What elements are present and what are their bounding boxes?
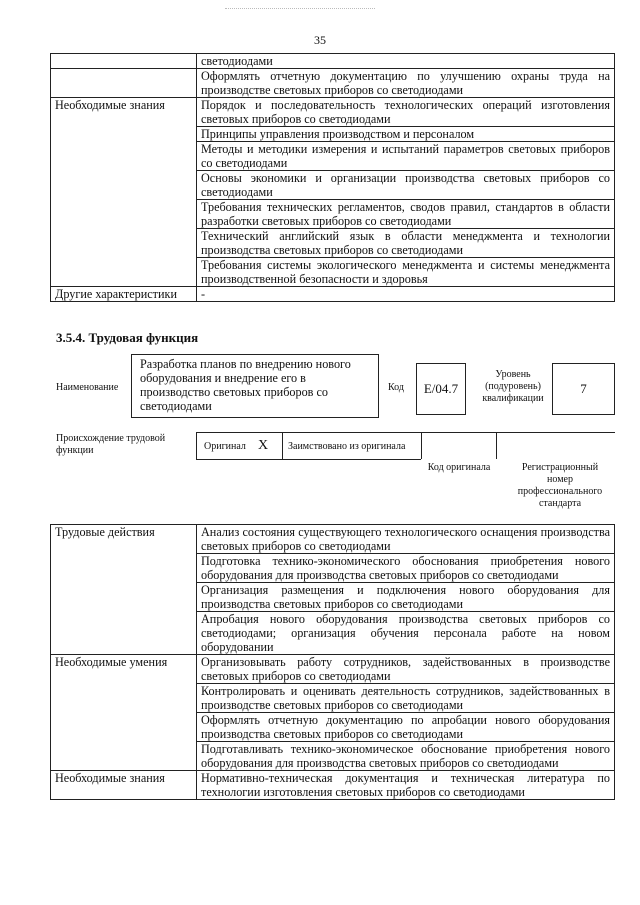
row-label: [51, 69, 197, 98]
original-mark: X: [258, 438, 269, 453]
origin-divider: [496, 432, 497, 459]
code-original-caption: Код оригинала: [427, 462, 491, 473]
level-label: Уровень (подуровень) квалификации: [482, 369, 544, 404]
row-item: Подготавливать технико-экономическое обоснование приобретения нового оборудования для производства световых приборов со светодиодами: [197, 742, 615, 771]
name-value: Разработка планов по внедрению нового оборудования и внедрение его в производство световых приборов со светодиодами: [131, 354, 379, 418]
registration-number-caption: Регистрационный номер профессионального стандарта: [517, 462, 603, 509]
row-item: Оформлять отчетную документацию по улучшению охраны труда на производстве световых приборов со светодиодами: [197, 69, 615, 98]
row-item: Апробация нового оборудования производства световых приборов со светодиодами; организация обучения персонала работе на новом оборудовании: [197, 612, 615, 655]
origin-divider: [282, 432, 283, 459]
row-item: Нормативно-техническая документация и техническая литература по технологии изготовления световых приборов со светодиодами: [197, 771, 615, 800]
scan-artifact-line: [225, 8, 375, 9]
row-item: Требования системы экологического менеджмента и системы менеджмента производственной безопасности и здоровья: [197, 258, 615, 287]
row-item: Анализ состояния существующего технологического оснащения производства световых приборов со светодиодами: [197, 525, 615, 554]
origin-left-border: [196, 432, 197, 459]
row-item: Организация размещения и подключения нового оборудования для производства световых приборов со светодиодами: [197, 583, 615, 612]
section-title: 3.5.4. Трудовая функция: [56, 330, 199, 345]
top-requirements-table: [50, 53, 615, 302]
row-label: Необходимые знания: [51, 98, 197, 287]
row-label: Необходимые знания: [51, 771, 197, 800]
origin-bottom-border: [196, 459, 421, 460]
row-item: -: [197, 287, 615, 302]
row-item: Подготовка технико-экономического обоснования приобретения нового оборудования для производства световых приборов со светодиодами: [197, 554, 615, 583]
row-item: светодиодами: [197, 54, 615, 69]
table-row: [51, 771, 615, 800]
row-item: Оформлять отчетную документацию по апробации нового оборудования производства световых приборов со светодиодами: [197, 713, 615, 742]
row-item: Технический английский язык в области менеджмента и технологии производства световых приборов со светодиодами: [197, 229, 615, 258]
function-details-table: [50, 524, 615, 800]
origin-divider: [421, 432, 422, 459]
row-label: Необходимые умения: [51, 655, 197, 771]
original-label: Оригинал: [204, 441, 246, 452]
table-row: [51, 287, 615, 302]
table-row: [51, 525, 615, 554]
row-item: Принципы управления производством и персоналом: [197, 127, 615, 142]
origin-label: Происхождение трудовой функции: [56, 433, 166, 456]
row-label: Трудовые действия: [51, 525, 197, 655]
row-item: Требования технических регламентов, сводов правил, стандартов в области разработки световых приборов со светодиодами: [197, 200, 615, 229]
row-item: Методы и методики измерения и испытаний параметров световых приборов со светодиодами: [197, 142, 615, 171]
table-row: [51, 69, 615, 98]
row-item: Порядок и последовательность технологических операций изготовления световых приборов со светодиодами: [197, 98, 615, 127]
level-value: 7: [552, 363, 615, 415]
row-item: Организовывать работу сотрудников, задействованных в производстве световых приборов со светодиодами: [197, 655, 615, 684]
row-item: Основы экономики и организации производства световых приборов со светодиодами: [197, 171, 615, 200]
name-label: Наименование: [56, 382, 119, 393]
code-value: E/04.7: [416, 363, 466, 415]
row-item: Контролировать и оценивать деятельность сотрудников, задействованных в производстве световых приборов со светодиодами: [197, 684, 615, 713]
code-label: Код: [388, 382, 404, 393]
table-row: [51, 98, 615, 127]
origin-top-border: [196, 432, 615, 433]
borrowed-label: Заимствовано из оригинала: [288, 441, 406, 452]
row-label: [51, 54, 197, 69]
table-row: [51, 54, 615, 69]
page-number: 35: [314, 33, 326, 47]
row-label: Другие характеристики: [51, 287, 197, 302]
table-row: [51, 655, 615, 684]
